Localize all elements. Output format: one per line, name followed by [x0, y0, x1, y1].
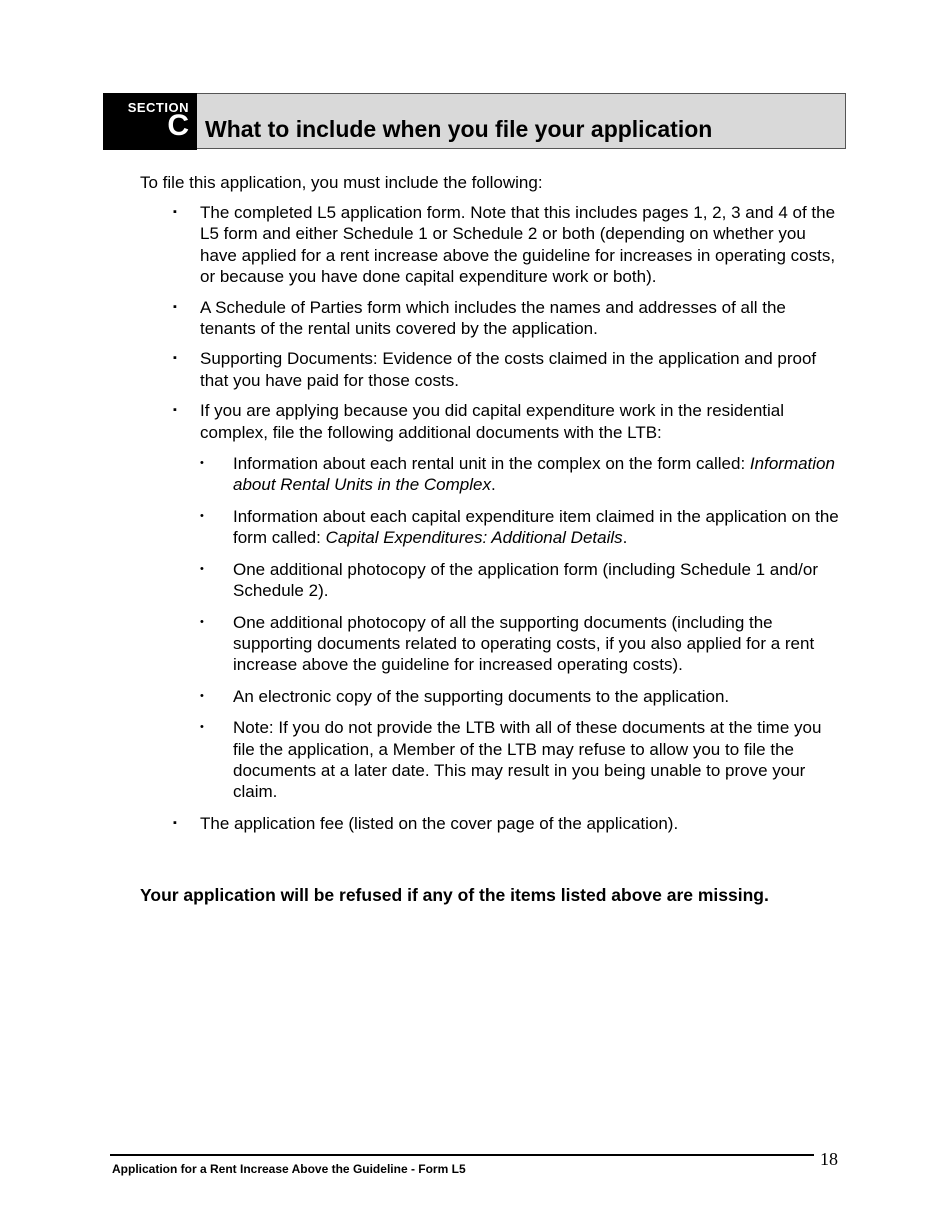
sublist-item-text: One additional photocopy of the application form (including Schedule 1 and/or Schedule 2).: [233, 559, 818, 601]
round-bullet-icon: •: [200, 689, 204, 702]
square-bullet-icon: ▪: [173, 300, 177, 313]
sublist-item-text: Note: If you do not provide the LTB with all of these documents at the time you file the application, a Member of the LTB may refuse to allow you to file the documents at a later date. This may result in you being unable to prove your claim.: [233, 718, 822, 802]
square-bullet-icon: ▪: [173, 404, 177, 417]
list-item-text: If you are applying because you did capital expenditure work in the residential complex, file the following additional documents with the LTB:: [200, 401, 785, 442]
sublist-item: • Information about each capital expenditure item claimed in the application on the form called: Capital Expenditures: Additional Details.: [200, 506, 839, 548]
section-header: [103, 93, 846, 149]
sublist-item-text: An electronic copy of the supporting documents to the application.: [233, 686, 730, 706]
form-name: Information about Rental Units in the Complex: [233, 454, 835, 495]
footer-divider: [110, 1154, 814, 1156]
sublist-item-text: Information about each capital expenditure item claimed in the application on the form called:: [233, 506, 839, 548]
sublist-item: [200, 686, 840, 707]
intro-text: To file this application, you must include the following:: [140, 173, 543, 192]
round-bullet-icon: •: [200, 615, 204, 628]
section-title: What to include when you file your application: [205, 116, 713, 142]
list-item-text: Supporting Documents: Evidence of the costs claimed in the application and proof that you have paid for those costs.: [200, 349, 817, 390]
square-bullet-icon: ▪: [173, 352, 177, 365]
list-item-text: The application fee (listed on the cover page of the application).: [200, 813, 679, 833]
section-letter: C: [167, 109, 189, 142]
sublist-item-text: One additional photocopy of all the supporting documents (including the supporting documents related to operating costs, if you also applied for a rent increase above the guideline for increased operating costs).: [233, 612, 815, 675]
square-bullet-icon: ▪: [173, 206, 177, 218]
sublist-item: [200, 559, 840, 602]
sublist-item-text: Information about each rental unit in the complex on the form called:: [233, 454, 746, 474]
footer-form-title: Application for a Rent Increase Above the Guideline - Form L5: [112, 1162, 466, 1176]
list-item: [140, 400, 840, 803]
sublist-item: [200, 717, 840, 803]
list-item: [140, 348, 840, 391]
list-item-text: The completed L5 application form. Note that this includes pages 1, 2, 3 and 4 of the L5 form and either Schedule 1 or Schedule 2 or both (depending on whether you have applied for a rent increase above the guideline for increases in operating costs, or because you have done capital expenditure work or both).: [200, 203, 836, 287]
section-label: SECTION: [127, 100, 189, 115]
form-name: Capital Expenditures: Additional Details: [325, 528, 623, 548]
section-tag: [103, 93, 197, 150]
list-item: [140, 813, 840, 834]
square-bullet-icon: ▪: [173, 816, 177, 829]
capex-sublist: [200, 453, 840, 803]
sublist-item: [200, 612, 840, 676]
round-bullet-icon: •: [200, 509, 204, 522]
sublist-item: • Information about each rental unit in the complex on the form called: Information about Rental Units in the Complex.: [200, 454, 835, 495]
page-number: 18: [820, 1149, 838, 1169]
list-item: [140, 202, 840, 288]
round-bullet-icon: •: [200, 721, 204, 734]
list-item: [140, 297, 840, 340]
round-bullet-icon: •: [200, 457, 204, 470]
requirements-list: [140, 202, 840, 843]
missing-items-warning: Your application will be refused if any of the items listed above are missing.: [140, 885, 769, 905]
round-bullet-icon: •: [200, 562, 204, 575]
list-item-text: A Schedule of Parties form which includes the names and addresses of all the tenants of the rental units covered by the application.: [200, 297, 786, 339]
